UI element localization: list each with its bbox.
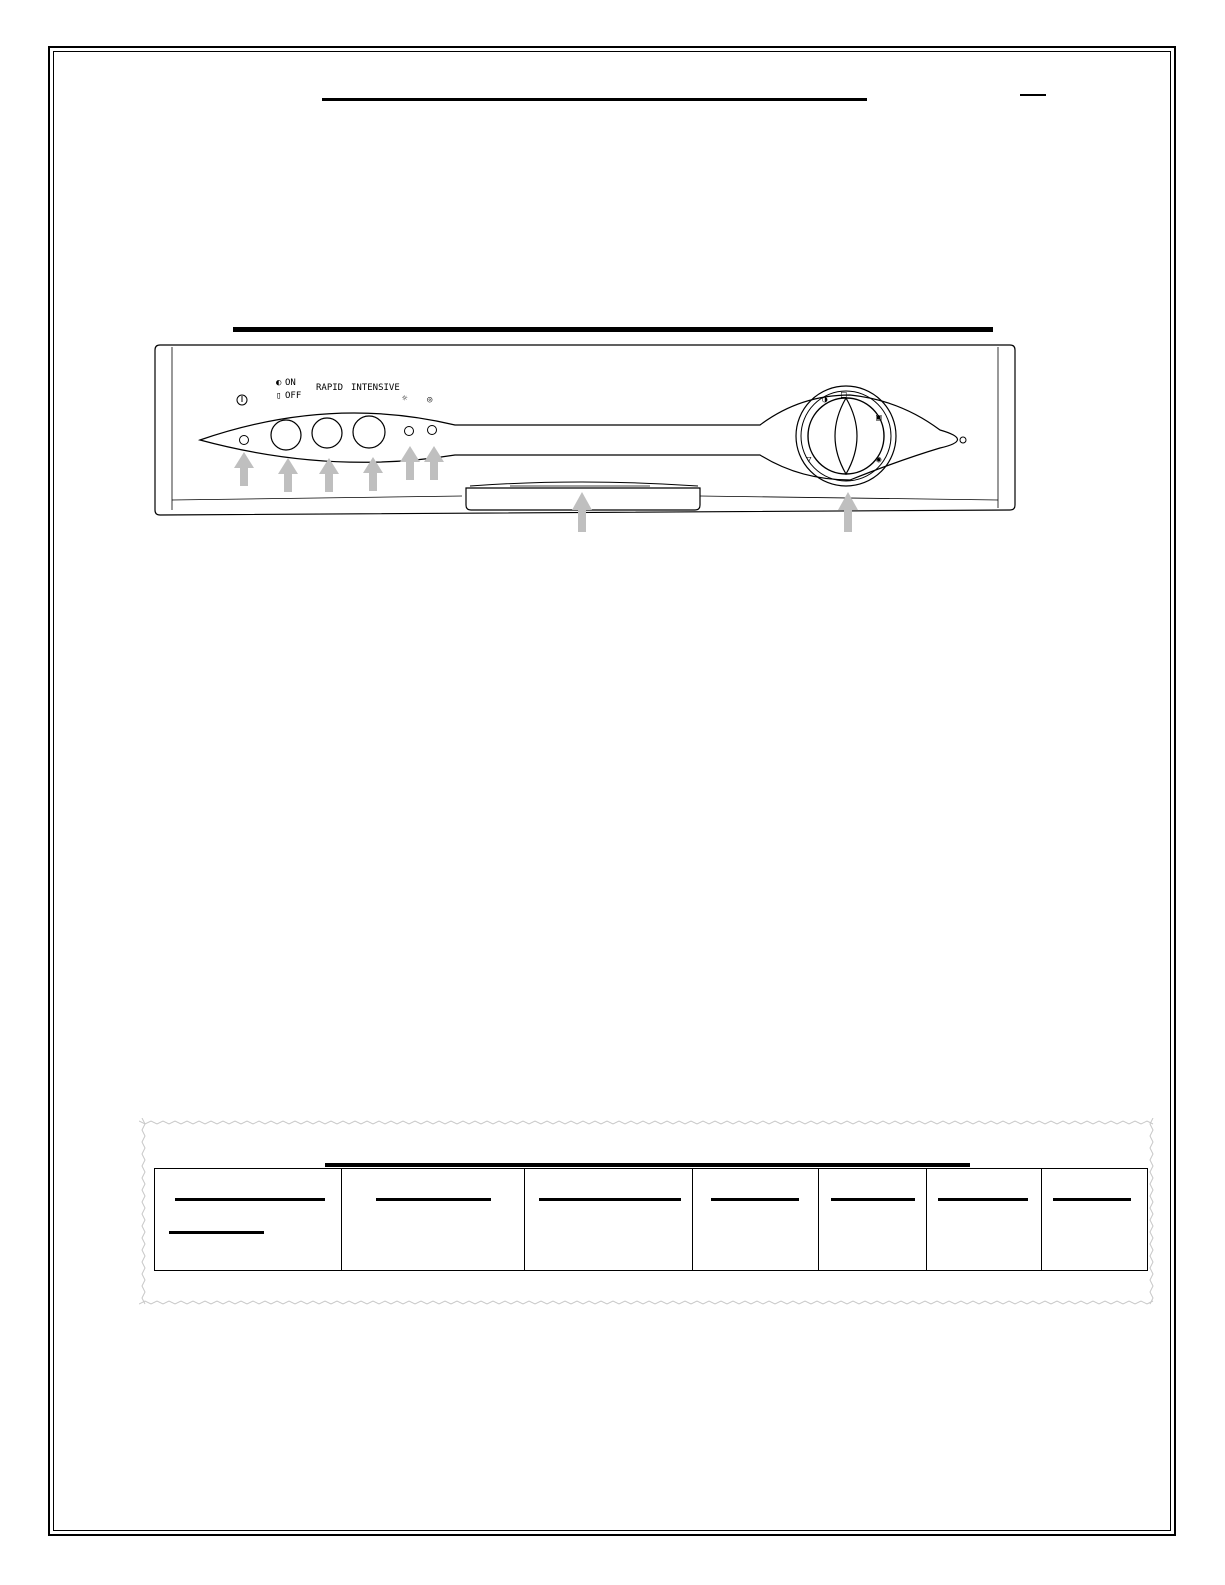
salt-indicator-icon: ☼ bbox=[402, 394, 408, 404]
intensive-button bbox=[353, 416, 385, 448]
program-dial-bezel bbox=[796, 386, 896, 486]
arrow-on-off bbox=[278, 458, 298, 492]
table-cell bbox=[693, 1169, 819, 1271]
table-cell bbox=[342, 1169, 525, 1271]
on-label: ON bbox=[285, 378, 296, 388]
svg-text:◉: ◉ bbox=[876, 455, 882, 465]
rapid-label: RAPID bbox=[316, 383, 344, 393]
rapid-button bbox=[312, 418, 342, 448]
on-marker: ◐ bbox=[276, 378, 282, 388]
svg-text:□: □ bbox=[841, 390, 847, 400]
table-cell bbox=[927, 1169, 1042, 1271]
table-row bbox=[155, 1169, 1148, 1271]
rinse-aid-led bbox=[428, 426, 437, 435]
table-cell bbox=[1042, 1169, 1148, 1271]
spec-table bbox=[154, 1168, 1148, 1271]
off-label: OFF bbox=[285, 391, 302, 401]
power-led bbox=[240, 436, 249, 445]
svg-text:▣: ▣ bbox=[876, 413, 882, 423]
arrow-salt-led bbox=[400, 446, 420, 480]
table-title-line bbox=[325, 1163, 970, 1167]
svg-text:◑: ◑ bbox=[822, 395, 828, 405]
table-cell bbox=[155, 1169, 342, 1271]
control-panel-diagram bbox=[0, 0, 1225, 560]
arrow-power-led bbox=[234, 452, 254, 486]
dial-grip bbox=[835, 398, 857, 474]
program-dial-knob bbox=[808, 398, 884, 474]
callout-arrows bbox=[234, 446, 858, 532]
arrow-rinse-aid-led bbox=[424, 446, 444, 480]
arrow-rapid bbox=[319, 458, 339, 492]
on-off-button bbox=[271, 420, 301, 450]
table-cell bbox=[525, 1169, 693, 1271]
table-cell bbox=[819, 1169, 927, 1271]
intensive-label: INTENSIVE bbox=[351, 383, 400, 393]
off-marker: ▯ bbox=[276, 391, 282, 401]
svg-text:▽: ▽ bbox=[806, 455, 812, 465]
salt-led bbox=[405, 427, 414, 436]
rinse-aid-indicator-icon: ◎ bbox=[427, 395, 433, 405]
button-strip-outline bbox=[200, 395, 958, 480]
